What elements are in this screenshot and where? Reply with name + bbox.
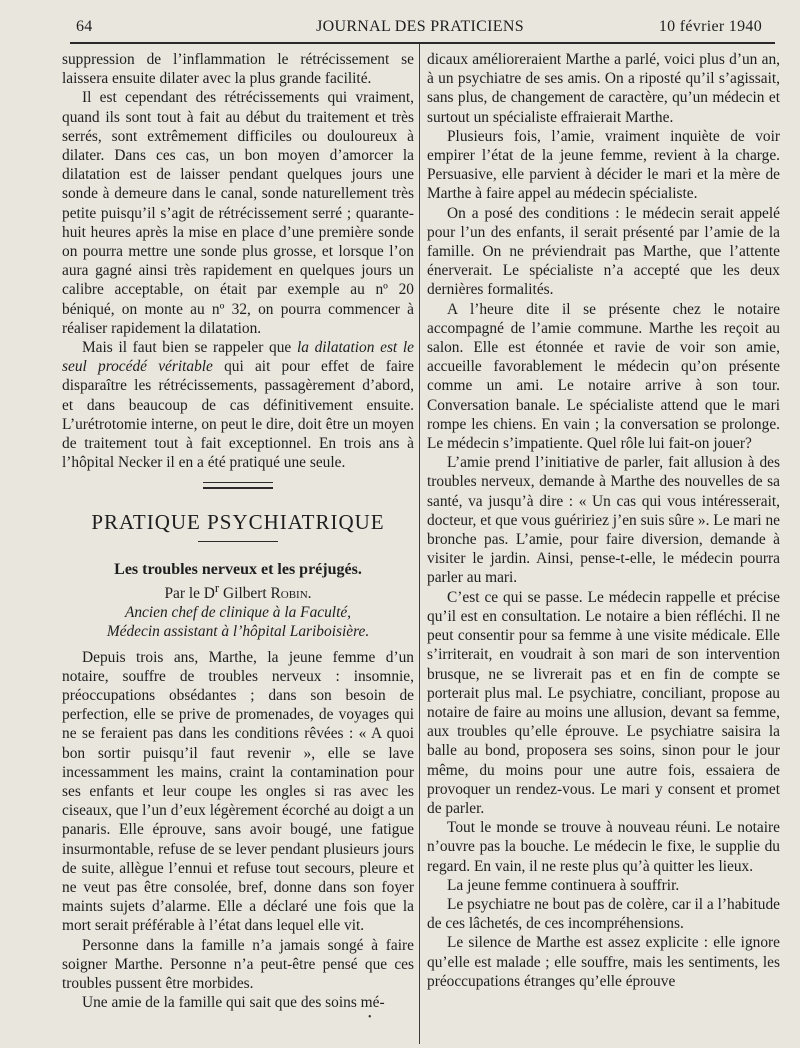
page-number: 64 <box>76 18 93 35</box>
paragraph: On a posé des conditions : le médecin serait appelé pour l’un des enfants, il serait présenté par l’amie de la famille. On ne préviendrait pas Marthe, que l’attente énerverait. Le spécialiste n’a accepté que les deux dernières formalités. <box>427 204 780 299</box>
emphasis-text: la dilatation est le seul procédé véritable <box>62 339 414 376</box>
paragraph: Il est cependant des rétrécissements qui vraiment, quand ils sont tout à fait au début du traitement et très serrés, sont extrêmement difficiles ou douloureux à dilater. Dans ces cas, un bon moyen d’amorcer la dilatation est de laisser pendant quelques jours une sonde à demeure dans le canal, sonde naturellement très petite puisqu’il s’agit de rétrécissement serré ; quarante-huit heures après la mise en place d’une première sonde on pourra mettre une sonde plus grosse, et lorsque l’on aura gagné ainsi très rapidement en quelques jours un calibre acceptable, on était par exemple au nº 20 béniqué, on monte au nº 32, on pourra commencer à réaliser rapidement la dilatation. <box>62 89 414 337</box>
author-first-name: Gilbert <box>219 585 271 602</box>
paragraph: Une amie de la famille qui sait que des soins mé- <box>82 994 385 1012</box>
byline-sup: r <box>214 580 220 595</box>
column-divider <box>419 44 420 1044</box>
paragraph: suppression de l’inflammation le rétrécissement se laissera ensuite dilater avec la plus grande facilité. <box>62 51 414 88</box>
paragraph: Le silence de Marthe est assez explicite : elle ignore qu’elle est malade ; elle souffre, mais les sentiments, les préoccupations étranges qu’elle éprouve <box>427 934 780 990</box>
paragraph: A l’heure dite il se présente chez le notaire accompagné de l’amie commune. Marthe les reçoit au salon. Elle est étonnée et ravie de voir son amie, accueille favorablement le médecin qu’on présente comme un ami. Le notaire arrive à son tour. Conversation banale. Le spécialiste attend que le mari rompe les chiens. En vain ; la conversation se prolonge. Le médecin s’impatiente. Quel rôle lui fait-on jouer? <box>427 300 780 453</box>
title-rule <box>198 541 278 542</box>
print-mark: • <box>368 1012 372 1023</box>
paragraph: Le psychiatre ne bout pas de colère, car il a l’habitude de ces lâchetés, de ces incompréhensions. <box>427 895 780 933</box>
section-separator <box>203 482 273 489</box>
paragraph: Personne dans la famille n’a jamais songé à faire soigner Marthe. Personne n’a peut-être pensé que ces troubles pussent être morbides. <box>62 936 414 993</box>
paragraph: L’amie prend l’initiative de parler, fait allusion à des troubles nerveux, demande à Marthe des nouvelles de sa santé, va jusqu’à dire : « Un cas qui vous intéresserait, docteur, et que vous guéririez j’en suis sûre ». Le mari ne bronche pas. L’amie, pour faire diversion, demande à visiter le jardin. Ainsi, pense-t-elle, le médecin pourra parler au mari. <box>427 454 780 587</box>
left-column <box>62 50 414 1012</box>
paragraph <box>62 338 414 472</box>
paragraph-text: qui ait pour effet de faire disparaître les rétrécissements, passagèrement d’abord, et dans beaucoup de cas définitivement ensuite. L’urétrotomie interne, on peut le dire, doit être un moyen de traitement tout à fait exceptionnel. En trois ans à l’hôpital Necker il en a été pratiqué une seule. <box>62 358 414 472</box>
right-column <box>427 50 780 991</box>
paragraph: Plusieurs fois, l’amie, vraiment inquiète de voir empirer l’état de la jeune femme, revient à la charge. Persuasive, elle parvient à décider le mari et la mère de Marthe à faire appel au médecin spécialiste. <box>427 127 780 203</box>
paragraph: dicaux amélioreraient Marthe a parlé, voici plus d’un an, à un psychiatre de ses amis. On a riposté qu’il s’agissait, sans plus, de changement de caractère, qu’un médecin et surtout un spécialiste effraierait Marthe. <box>427 51 780 126</box>
issue-date: 10 février 1940 <box>658 18 762 35</box>
section-title: PRATIQUE PSYCHIATRIQUE <box>91 510 385 535</box>
journal-title: JOURNAL DES PRATICIENS <box>316 18 524 35</box>
byline <box>62 579 414 603</box>
author-affiliation: Médecin assistant à l’hôpital Lariboisière. <box>106 623 370 641</box>
byline-prefix: Par le D <box>164 585 215 602</box>
author-affiliation: Ancien chef de clinique à la Faculté, <box>124 604 352 622</box>
author-last-name: Robin <box>270 585 308 602</box>
paragraph-text: Mais il faut bien se rappeler que <box>82 339 297 357</box>
paragraph: La jeune femme continuera à souffrir. <box>447 876 680 894</box>
article-title: Les troubles nerveux et les préjugés. <box>114 560 362 578</box>
running-header <box>70 18 770 42</box>
paragraph: C’est ce qui se passe. Le médecin rappelle et précise qu’il est en consultation. Le notaire a bien réfléchi. Il ne peut consentir pour sa femme à une visite médicale. Elle s’irriterait, en voudrait à son mari de son intervention brusque, ne se livrerait pas et en fin de compte se porterait plus mal. Le psychiatre, conciliant, propose au notaire de faire au moins une allusion, devant sa femme, aux troubles qu’elle éprouve. Le psychiatre saisira la balle au bond, proposera ses soins, sinon pour le jour même, du moins pour une autre fois, essaiera de provoquer un rendez-vous. Le mari y consent et promet de parler. <box>427 588 780 817</box>
paragraph: Tout le monde se trouve à nouveau réuni. Le notaire n’ouvre pas la bouche. Le médecin le fixe, le supplie du regard. En vain, il ne reste plus qu’à quitter les lieux. <box>427 819 780 875</box>
byline-end: . <box>307 585 312 602</box>
header-rule <box>70 42 775 44</box>
paragraph: Depuis trois ans, Marthe, la jeune femme d’un notaire, souffre de troubles nerveux : insomnie, préoccupations obsédantes ; dans son besoin de perfection, elle se prive de promenades, de voyages qui ne se feraient pas dans les conditions rêvées : « A quoi bon sortir puisqu’il faut revenir », elle se lave incessamment les mains, craint la contamination pour ses enfants et leur coupe les ongles si ras avec les ciseaux, que l’un d’eux légèrement écorché au doigt a un panaris. Elle éprouve, sans avoir bougé, une fatigue insurmontable, refuse de se lever pendant plusieurs jours de suite, allègue l’ennui et refuse tout secours, pleure et ne veut pas être consolée, bref, donne dans son foyer maints sujets d’alarme. Elle a déclaré une fois que la mort serait préférable à l’état dans lequel elle vit. <box>62 648 414 935</box>
